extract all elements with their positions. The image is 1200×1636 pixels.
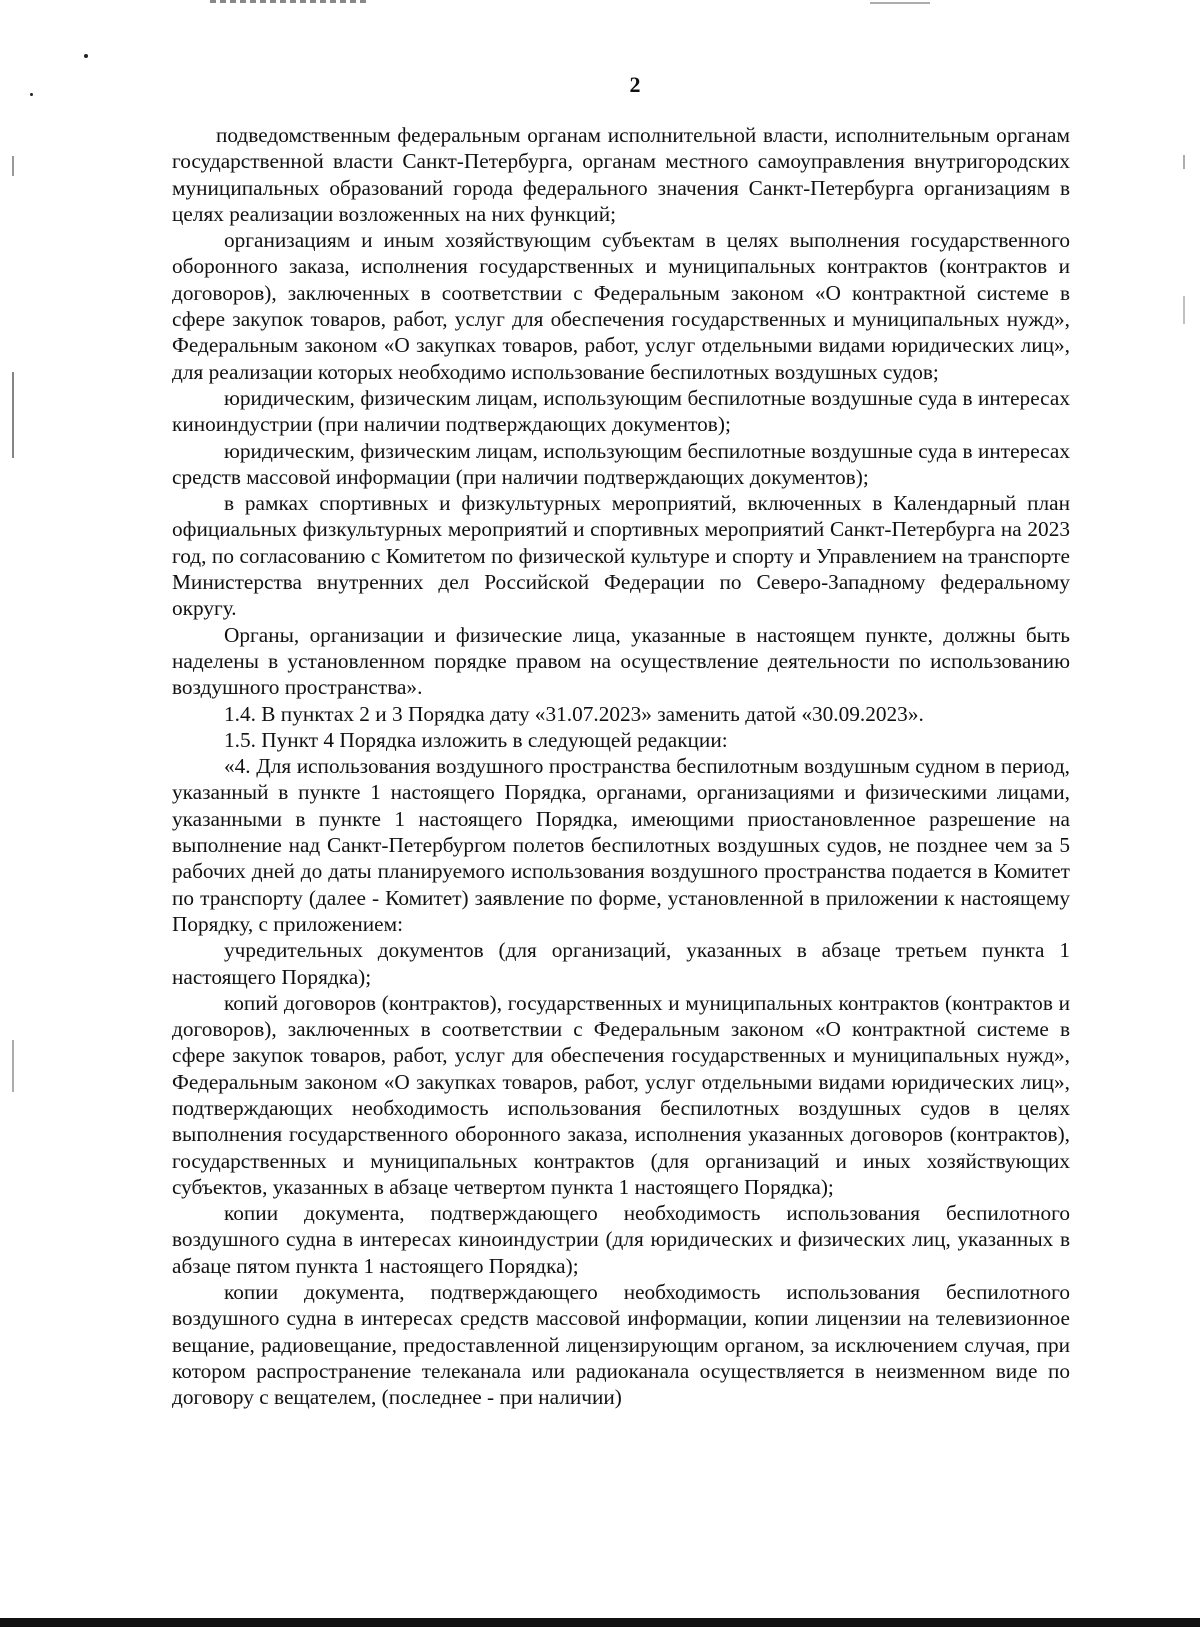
paragraph: учредительных документов (для организаций, указанных в абзаце третьем пункта 1 настоящего Порядка); — [172, 938, 1070, 989]
paragraph: копии документа, подтверждающего необходимость использования беспилотного воздушного судна в интересах средств массовой информации, копии лицензии на телевизионное вещание, радиовещание, предоставленной лицензирующим органом, за исключением случая, при котором распространение телеканала или радиоканала осуществляется в неизменном виде по договору с вещателем, (последнее - при наличии) — [172, 1280, 1070, 1410]
scan-margin-mark — [1183, 296, 1185, 324]
paragraph: копии документа, подтверждающего необходимость использования беспилотного воздушного судна в интересах киноиндустрии (для юридических и физических лиц, указанных в абзаце пятом пункта 1 настоящего Порядка); — [172, 1201, 1070, 1278]
paragraph: в рамках спортивных и физкультурных мероприятий, включенных в Календарный план официальных физкультурных мероприятий и спортивных мероприятий Санкт-Петербурга на 2023 год, по согласованию с Комитетом по физической культуре и спорту и Управлением на транспорте Министерства внутренних дел Российской Федерации по Северо-Западному федеральному округу. — [172, 491, 1070, 621]
paragraph: 1.5. Пункт 4 Порядка изложить в следующей редакции: — [224, 727, 728, 752]
paragraph: юридическим, физическим лицам, использующим беспилотные воздушные суда в интересах киноиндустрии (при наличии подтверждающих документов); — [172, 385, 1070, 437]
scan-margin-mark — [12, 372, 14, 458]
page-number: 2 — [629, 72, 641, 97]
paragraph: юридическим, физическим лицам, использующим беспилотные воздушные суда в интересах средств массовой информации (при наличии подтверждающих документов); — [172, 438, 1070, 489]
scan-artifact-top — [210, 0, 370, 3]
scan-artifact-top-right — [870, 2, 930, 4]
scan-margin-mark — [1183, 155, 1185, 169]
paragraph: «4. Для использования воздушного пространства беспилотным воздушным судном в период, указанный в пункте 1 настоящего Порядка, органами, организациями и физическими лицами, указанными в пункте 1 настоящего Порядка, имеющими приостановленное разрешение на выполнение над Санкт-Петербургом полетов беспилотных воздушных судов, не позднее чем за 5 рабочих дней до даты планируемого использования воздушного пространства подается в Комитет по транспорту (далее - Комитет) заявление по форме, установленной в приложении к настоящему Порядку, с приложением: — [172, 754, 1070, 936]
scan-margin-mark — [12, 1040, 14, 1092]
paragraph: организациям и иным хозяйствующим субъектам в целях выполнения государственного оборонного заказа, исполнения государственных и муниципальных контрактов (контрактов и договоров), заключенных в соответствии с Федеральным законом «О контрактной системе в сфере закупок товаров, работ, услуг для обеспечения государственных и муниципальных нужд», Федеральным законом «О закупках товаров, работ, услуг отдельными видами юридических лиц», для реализации которых необходимо использование беспилотных воздушных судов; — [172, 228, 1070, 384]
paragraph: копий договоров (контрактов), государственных и муниципальных контрактов (контрактов и договоров), заключенных в соответствии с Федеральным законом «О контрактной системе в сфере закупок товаров, работ, услуг для обеспечения государственных и муниципальных нужд», Федеральным законом «О закупках товаров, работ, услуг отдельными видами юридических лиц», подтверждающих необходимость использования беспилотных воздушных судов в целях выполнения государственного оборонного заказа, исполнения указанных договоров (контрактов), государственных и муниципальных контрактов (для организаций и иных хозяйствующих субъектов, указанных в абзаце четвертом пункта 1 настоящего Порядка); — [172, 990, 1070, 1199]
paragraph: подведомственным федеральным органам исполнительной власти, исполнительным органам государственной власти Санкт-Петербурга, органам местного самоуправления внутригородских муниципальных образований города федерального значения Санкт-Петербурга организациям в целях реализации возложенных на них функций; — [172, 123, 1070, 226]
paragraph: 1.4. В пунктах 2 и 3 Порядка дату «31.07.2023» заменить датой «30.09.2023». — [224, 701, 924, 726]
scan-speck — [84, 54, 88, 58]
scan-margin-mark — [12, 156, 14, 176]
scan-artifact-bottom-bar — [0, 1618, 1200, 1627]
paragraph: Органы, организации и физические лица, указанные в настоящем пункте, должны быть наделены в установленном порядке правом на осуществление деятельности по использованию воздушного пространства». — [172, 622, 1070, 700]
document-body — [172, 122, 1070, 1411]
